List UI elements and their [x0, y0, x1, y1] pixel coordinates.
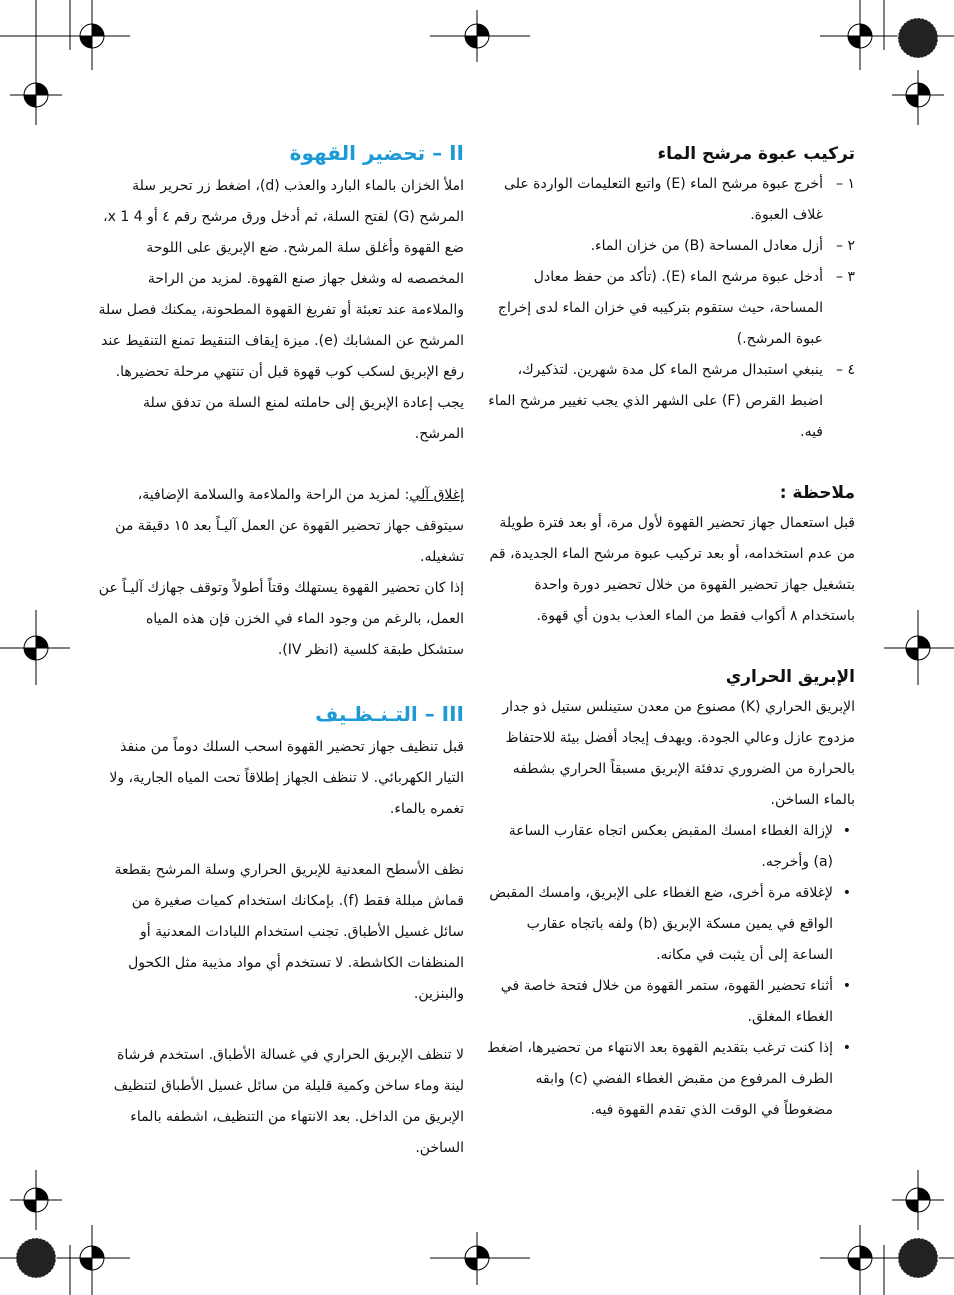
brew-text: املأ الخزان بالماء البارد والعذب (d)، اضغط زر تحرير سلة المرشح (G) لفتح السلة، ثم أدخل ورق مرشح رقم ٤ أو 4 x 1، ضع القهوة وأغلق سلة المرشح. ضع الإبريق على اللوحة المخصصه له وشغل جهاز صنع القهوة. لمزيد من الراحة والملاءمة عند تعبئة أو تفريغ القهوة المطحونة، يمكنك فصل سلة المرشح عن المشابك (e). ميزة إيقاف التنقيط تمنع التنقيط عند رفع الإبريق لسكب كوب قهوة قبل أن تنتهي مرحلة تحضيرها. يجب إعادة الإبريق إلى حاملته لمنع السلة من تدفق سلة المرشح. — [98, 178, 464, 442]
jug-section-title: الإبريق الحراري — [725, 667, 855, 687]
cleaning-paragraph-3: لا تنظف الإبريق الحراري في غسالة الأطباق. استخدم فرشاة لينة وماء ساخن وكمية قليلة من سائل غسيل الأطباق لتنظيف الإبريق من الداخل. بعد الانتهاء من التنظيف، اشطفه بالماء الساخن. — [113, 1047, 464, 1156]
right-column — [487, 135, 855, 1126]
note-title: ملاحظة : — [779, 483, 855, 503]
cleaning-section-title: III – التـنـظـيف — [315, 702, 464, 726]
auto-off-text-2: إذا كان تحضير القهوة يستهلك وقتاً أطولاً وتوقف جهازك آليـاً عن العمل، بالرغم من وجود الماء في الخزن فإن هذه المياه ستشكل طبقة كلسية (انظر IV). — [98, 580, 464, 658]
filter-step: ٤ – ينبغي استبدال مرشح الماء كل مدة شهرين. لتذكيرك، اضبط القرص (F) على الشهر الذي يجب تغيير مرشح الماء فيه. — [488, 362, 855, 440]
brew-section-title: II – تحضير القهوة — [289, 141, 464, 165]
list-item: • لإغلاقه مرة أخرى، ضع الغطاء على الإبريق، وامسك المقبض الواقع في يمين مسكة الإبريق (b) ولفه باتجاه عقارب الساعة إلى أن يثبت في مكانه. — [489, 885, 851, 963]
filter-step: ١ – أخرج عبوة مرشح الماء (E) واتبع التعليمات الواردة على غلاف العبوة. — [504, 176, 855, 223]
note-text: قبل استعمال جهاز تحضير القهوة لأول مرة، أو بعد فترة طويلة من عدم استخدامه، أو بعد تركيب عبوة مرشح الماء الجديدة، قم بتشغيل جهاز تحضير القهوة من خلال تحضير دورة واحدة باستخدام ٨ أكواب فقط من الماء العذب بدون أي قهوة. — [489, 515, 855, 624]
jug-text: الإبريق الحراري (K) مصنوع من معدن ستينلس ستيل ذو جدار مزدوج عازل وعالي الجودة. ويهدف إيجاد أفضل بيئة للاحتفاظ بالحرارة من الضروري تدفئة الإبريق مسبقاً الحراري بشطفه بالماء الساخن. — [502, 699, 855, 808]
filter-step: ٣ – أدخل عبوة مرشح الماء (E). (تأكد من حفظ معادل المساحة، حيث ستقوم بتركيبه في خزان الماء لدى إخراج عبوة المرشح.) — [497, 269, 855, 347]
list-item: • أثناء تحضير القهوة، ستمر القهوة من خلال فتحة خاصة في الغطاء المغلق. — [500, 978, 851, 1025]
cleaning-paragraph-2: نظف الأسطح المعدنية للإبريق الحراري وسلة المرشح بقطعة قماش مبللة فقط (f). بإمكانك استخدام كميات صغيرة من سائل غسيل الأطباق. تجنب استخدام اللبادات المعدنية أو المنظفات الكاشطة. لا تستخدم أي مواد مذيبة مثل الكحول والبنزين. — [114, 862, 464, 1002]
filter-step: ٢ – أزل معادل المساحة (B) من خزان الماء. — [590, 238, 855, 254]
filter-steps-list — [487, 169, 855, 448]
jug-bullets-list — [487, 816, 855, 1126]
filter-section-title: تركيب عبوة مرشح الماء — [657, 144, 855, 164]
auto-off-label: إغلاق آلي — [409, 487, 464, 503]
list-item: • إذا كنت ترغب بتقديم القهوة بعد الانتهاء من تحضيرها، اضغط الطرف المرفوع من مقبض الغطاء الفضي (c) وابقه مضغوطاً في الوقت الذي تقدم القهوة فيه. — [487, 1040, 851, 1118]
left-column — [97, 135, 464, 1164]
auto-off-paragraph — [97, 480, 464, 573]
auto-off-text: : لمزيد من الراحة والملاءمة والسلامة الإضافية، سيتوقف جهاز تحضير القهوة عن العمل آليـاً بعد ١٥ دقيقة من تشغيله. — [115, 487, 464, 565]
cleaning-paragraph-1: قبل تنظيف جهاز تحضير القهوة اسحب السلك دوماً من منفذ التيار الكهربائي. لا تنظف الجهاز إطلاقاً تحت المياه الجارية، ولا تغمره بالماء. — [109, 739, 464, 817]
list-item: • لإزالة الغطاء امسك المقبض بعكس اتجاه عقارب الساعة (a) وأخرجه. — [508, 823, 851, 870]
